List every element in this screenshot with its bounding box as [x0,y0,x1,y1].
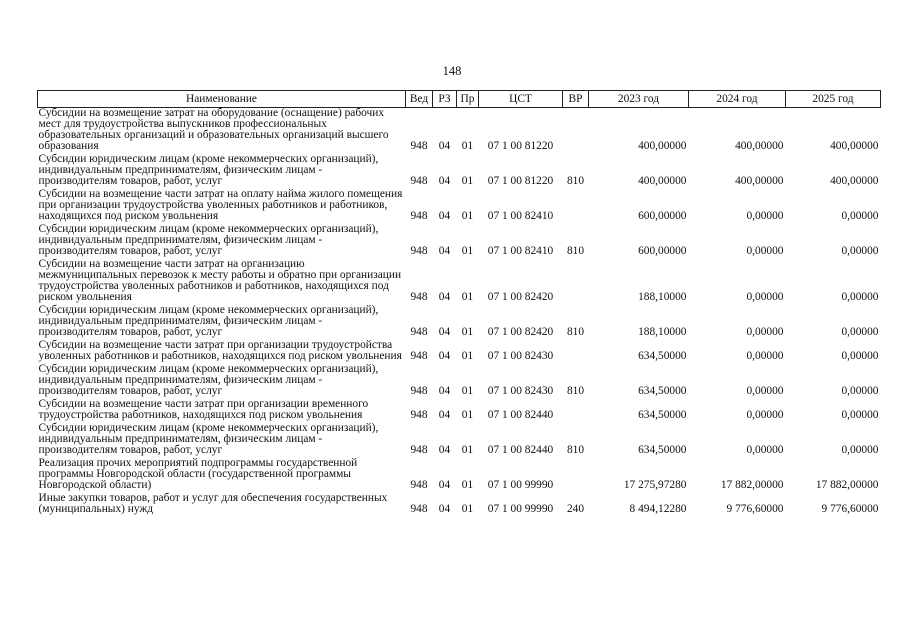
col-header-rz: РЗ [433,91,457,108]
table-row [38,423,881,458]
table-row [38,493,881,517]
row-amount-2023: 188,10000 [638,326,687,338]
row-amount-2024: 400,00000 [735,140,784,152]
row-amount-2023: 8 494,12280 [629,503,687,515]
row-ved: 948 [410,291,428,303]
row-amount-2025: 0,00000 [841,409,879,421]
row-name: Иные закупки товаров, работ и услуг для обеспечения государственных (муниципальных) нужд [38,492,388,515]
row-ved: 948 [410,479,428,491]
table-row [38,305,881,340]
row-name: Субсидии на возмещение части затрат при организации временного трудоустройства работников, находящихся под риском увольнения [38,398,369,421]
row-rz: 04 [438,444,451,456]
row-rz: 04 [438,291,451,303]
row-amount-2025: 0,00000 [841,444,879,456]
row-amount-2024: 17 882,00000 [720,479,784,491]
row-amount-2024: 400,00000 [735,175,784,187]
row-pr: 01 [461,350,474,362]
row-cst: 07 1 00 82420 [487,326,554,338]
row-rz: 04 [438,326,451,338]
row-rz: 04 [438,503,451,515]
row-cst: 07 1 00 82430 [487,350,554,362]
row-cst: 07 1 00 82420 [487,291,554,303]
row-cst: 07 1 00 82440 [487,444,554,456]
row-ved: 948 [410,245,428,257]
table-row [38,224,881,259]
col-header-name: Наименование [38,91,406,108]
row-amount-2023: 188,10000 [638,291,687,303]
row-amount-2023: 634,50000 [638,409,687,421]
row-vr [563,108,589,155]
row-amount-2023: 400,00000 [638,140,687,152]
row-amount-2023: 634,50000 [638,350,687,362]
col-header-pr: Пр [457,91,479,108]
row-amount-2024: 0,00000 [746,385,784,397]
table-row [38,340,881,364]
row-rz: 04 [438,385,451,397]
row-vr [563,399,589,423]
row-cst: 07 1 00 82410 [487,210,554,222]
col-header-ved: Вед [406,91,433,108]
row-amount-2024: 0,00000 [746,350,784,362]
col-header-2024: 2024 год [689,91,786,108]
table-row [38,399,881,423]
row-ved: 948 [410,409,428,421]
row-ved: 948 [410,385,428,397]
row-amount-2023: 400,00000 [638,175,687,187]
page-number: 148 [442,64,462,78]
row-ved: 948 [410,210,428,222]
row-vr: 810 [566,175,585,187]
row-amount-2023: 600,00000 [638,245,687,257]
table-row [38,108,881,155]
row-vr: 810 [566,444,585,456]
row-amount-2024: 0,00000 [746,291,784,303]
row-amount-2024: 0,00000 [746,409,784,421]
row-cst: 07 1 00 99990 [487,479,554,491]
row-cst: 07 1 00 81220 [487,140,554,152]
row-name: Субсидии юридическим лицам (кроме некоммерческих организаций), индивидуальным предпринимателям, физическим лицам - производителям товаров, работ, услуг [38,363,379,397]
row-rz: 04 [438,245,451,257]
row-vr [563,340,589,364]
row-name: Субсидии на возмещение части затрат на оплату найма жилого помещения при организации трудоустройства уволенных работников и работников, находящихся под риском увольнения [38,188,403,222]
row-ved: 948 [410,444,428,456]
row-name: Субсидии на возмещение затрат на оборудование (оснащение) рабочих мест для трудоустройства выпускников профессиональных образовательных организаций и образовательных организаций высшего образования [38,107,389,152]
row-cst: 07 1 00 82410 [487,245,554,257]
row-cst: 07 1 00 99990 [487,503,554,515]
row-name: Субсидии на возмещение части затрат при организации трудоустройства уволенных работников и работников, находящихся под риском увольнения [38,339,402,362]
col-header-cst: ЦСТ [479,91,563,108]
row-pr: 01 [461,503,474,515]
row-amount-2023: 634,50000 [638,444,687,456]
row-vr [563,259,589,305]
row-amount-2025: 17 882,00000 [815,479,879,491]
row-cst: 07 1 00 82440 [487,409,554,421]
row-rz: 04 [438,140,451,152]
row-ved: 948 [410,175,428,187]
row-amount-2025: 0,00000 [841,245,879,257]
table-row [38,154,881,189]
row-pr: 01 [461,140,474,152]
row-ved: 948 [410,350,428,362]
row-name: Субсидии на возмещение части затрат на организацию межмуниципальных перевозок к месту работы и обратно при организации трудоустройства уволенных работников и работников, находящихся под риском увольнения [38,258,402,303]
row-name: Субсидии юридическим лицам (кроме некоммерческих организаций), индивидуальным предпринимателям, физическим лицам - производителям товаров, работ, услуг [38,422,379,456]
table-row [38,458,881,493]
row-pr: 01 [461,409,474,421]
row-pr: 01 [461,326,474,338]
row-name: Реализация прочих мероприятий подпрограммы государственной программы Новгородской области (государственной программы Новгородской области) [38,457,358,491]
row-amount-2024: 0,00000 [746,444,784,456]
table-row [38,189,881,224]
row-amount-2023: 634,50000 [638,385,687,397]
col-header-2025: 2025 год [786,91,881,108]
row-pr: 01 [461,479,474,491]
row-pr: 01 [461,210,474,222]
row-ved: 948 [410,326,428,338]
row-rz: 04 [438,409,451,421]
row-amount-2025: 0,00000 [841,291,879,303]
row-cst: 07 1 00 81220 [487,175,554,187]
row-rz: 04 [438,350,451,362]
row-amount-2025: 9 776,60000 [821,503,879,515]
row-name: Субсидии юридическим лицам (кроме некоммерческих организаций), индивидуальным предпринимателям, физическим лицам - производителям товаров, работ, услуг [38,153,379,187]
row-vr [563,458,589,493]
row-amount-2024: 0,00000 [746,245,784,257]
row-amount-2025: 400,00000 [830,140,879,152]
row-pr: 01 [461,291,474,303]
row-pr: 01 [461,175,474,187]
col-header-vr: ВР [563,91,589,108]
budget-table [37,90,881,517]
row-amount-2025: 0,00000 [841,210,879,222]
row-amount-2024: 0,00000 [746,326,784,338]
row-rz: 04 [438,210,451,222]
row-amount-2025: 0,00000 [841,385,879,397]
row-amount-2025: 400,00000 [830,175,879,187]
table-row [38,259,881,305]
col-header-2023: 2023 год [589,91,689,108]
row-name: Субсидии юридическим лицам (кроме некоммерческих организаций), индивидуальным предпринимателям, физическим лицам - производителям товаров, работ, услуг [38,304,379,338]
table-row [38,364,881,399]
row-amount-2023: 17 275,97280 [623,479,687,491]
row-pr: 01 [461,245,474,257]
row-cst: 07 1 00 82430 [487,385,554,397]
table-header-row [38,91,881,108]
row-amount-2024: 0,00000 [746,210,784,222]
row-ved: 948 [410,503,428,515]
row-amount-2025: 0,00000 [841,326,879,338]
row-pr: 01 [461,444,474,456]
row-vr: 810 [566,245,585,257]
row-amount-2025: 0,00000 [841,350,879,362]
row-rz: 04 [438,175,451,187]
row-amount-2024: 9 776,60000 [726,503,784,515]
row-vr: 810 [566,385,585,397]
row-ved: 948 [410,140,428,152]
row-vr [563,189,589,224]
row-pr: 01 [461,385,474,397]
row-amount-2023: 600,00000 [638,210,687,222]
row-rz: 04 [438,479,451,491]
row-name: Субсидии юридическим лицам (кроме некоммерческих организаций), индивидуальным предпринимателям, физическим лицам - производителям товаров, работ, услуг [38,223,379,257]
row-vr: 810 [566,326,585,338]
row-vr: 240 [566,503,585,515]
